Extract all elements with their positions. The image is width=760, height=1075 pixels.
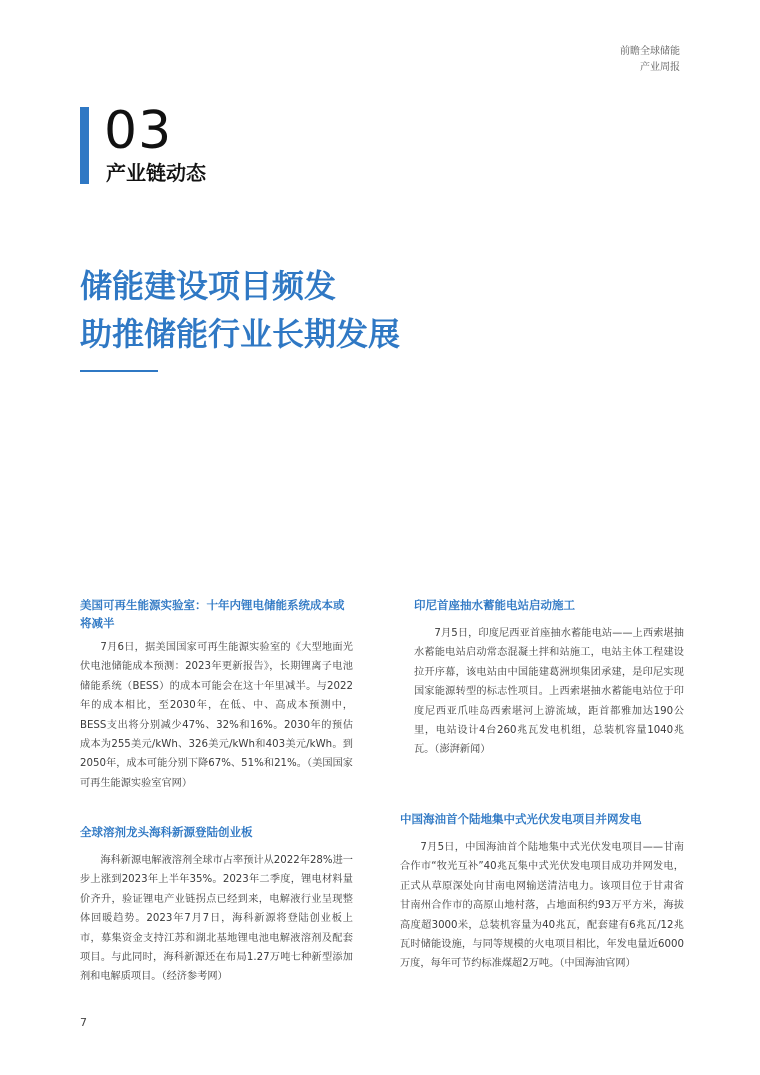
article-indonesia-pumped-storage — [414, 596, 684, 760]
article-body: 海科新源电解液溶剂全球市占率预计从2022年28%进一步上涨到2023年上半年35%。2023年二季度，锂电材料量价齐升，验证锂电产业链拐点已经到来，电解液行业呈现整体回暖趋势。2023年7月7日，海科新源将登陆创业板上市，募集资金支持江苏和湖北基地锂电池电解液溶剂及配套项目。与此同时，海科新源还在布局1.27万吨七种新型添加剂和电解质项目。（经济参考网） — [80, 855, 353, 983]
headline-line-1: 储能建设项目频发 — [80, 267, 337, 305]
article-title: 美国可再生能源实验室：十年内锂电储能系统成本或将减半 — [80, 598, 345, 630]
article-body: 7月6日，据美国国家可再生能源实验室的《大型地面光伏电池储能成本预测：2023年更新报告》，长期锂离子电池储能系统（BESS）的成本可能会在这十年里减半。与2022年的成本相比，至2030年，在低、中、高成本预测中，BESS支出将分别减少47%、32%和16%。2030年的预估成本为255美元/kWh、326美元/kWh和403美元/kWh。到2050年，成本可能分别下降67%、51%和21%。（美国国家可再生能源实验室官网） — [80, 642, 353, 789]
article-body: 7月5日，印度尼西亚首座抽水蓄能电站——上西索堪抽水蓄能电站启动常态混凝土拌和站施工，电站主体工程建设拉开序幕，该电站由中国能建葛洲坝集团承建，是印尼实现国家能源转型的标志性项目。上西索堪抽水蓄能电站位于印度尼西亚爪哇岛西索堪河上游流域，距首都雅加达190公里，电站设计4台260兆瓦发电机组，总装机容量1040兆瓦。（澎湃新闻） — [414, 628, 684, 756]
article-body: 7月5日，中国海油首个陆地集中式光伏发电项目——甘南合作市“牧光互补”40兆瓦集中式光伏发电项目成功并网发电，正式从草原深处向甘南电网输送清洁电力。该项目位于甘肃省甘南州合作市的高原山地村落，占地面积约93万平方米，海拔高度超3000米，总装机容量为40兆瓦，配套建有6兆瓦/12兆瓦时储能设施，与同等规模的火电项目相比，年发电量近6000万度，每年可节约标准煤超2万吨。（中国海油官网） — [400, 842, 684, 970]
article-title: 全球溶剂龙头海科新源登陆创业板 — [80, 825, 253, 839]
section-accent-bar — [80, 107, 89, 184]
article-haike-listing — [80, 823, 353, 987]
article-title: 中国海油首个陆地集中式光伏发电项目并网发电 — [400, 812, 642, 826]
section-title: 产业链动态 — [106, 161, 206, 185]
section-number: 03 — [104, 101, 173, 161]
header-line-2: 产业周报 — [640, 62, 680, 73]
page-number: 7 — [80, 1016, 87, 1029]
headline-divider — [80, 370, 158, 372]
header-line-1: 前瞻全球储能 — [620, 46, 680, 57]
running-header — [620, 44, 680, 76]
article-nrel-bess-cost — [80, 596, 353, 793]
page-headline — [80, 262, 400, 358]
headline-line-2: 助推储能行业长期发展 — [80, 315, 401, 353]
article-title: 印尼首座抽水蓄能电站启动施工 — [414, 598, 575, 612]
article-cnooc-solar — [400, 810, 684, 974]
